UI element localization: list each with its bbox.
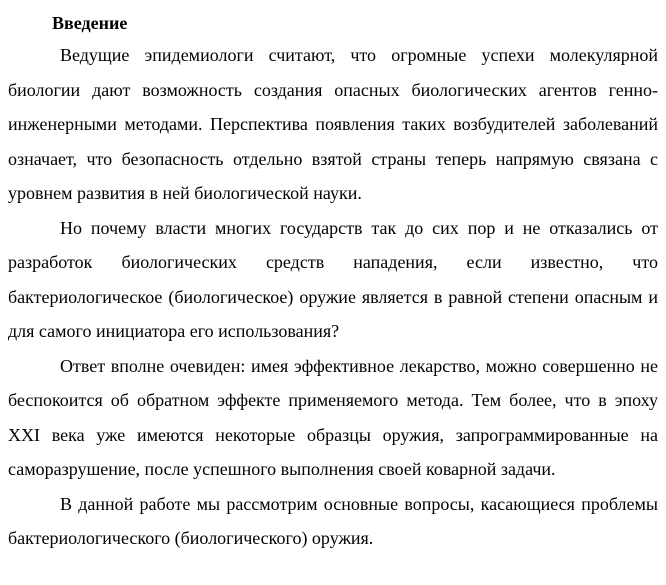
document-page — [8, 8, 658, 556]
paragraph-3: Ответ вполне очевиден: имея эффективное лекарство, можно совершенно не беспокоится об обратном эффекте применяемого метода. Тем более, что в эпоху XXI века уже имеются некоторые образцы оружия, запрограммированные на саморазрушение, после успешного выполнения своей коварной задачи. — [8, 355, 658, 479]
section-heading: Введение — [52, 13, 128, 33]
paragraph-2: Но почему власти многих государств так до сих пор и не отказались от разработок биологических средств нападения, если известно, что бактериологическое (биологическое) оружие является в равной степени опасным и для самого инициатора его использования? — [8, 217, 658, 341]
paragraph-1: Ведущие эпидемиологи считают, что огромные успехи молекулярной биологии дают возможность создания опасных биологических агентов генно-инженерными методами. Перспектива появления таких возбудителей заболеваний означает, что безопасность отдельно взятой страны теперь напрямую связана с уровнем развития в ней биологической науки. — [8, 45, 658, 203]
paragraph-4: В данной работе мы рассмотрим основные вопросы, касающиеся проблемы бактериологического (биологического) оружия. — [8, 493, 658, 548]
